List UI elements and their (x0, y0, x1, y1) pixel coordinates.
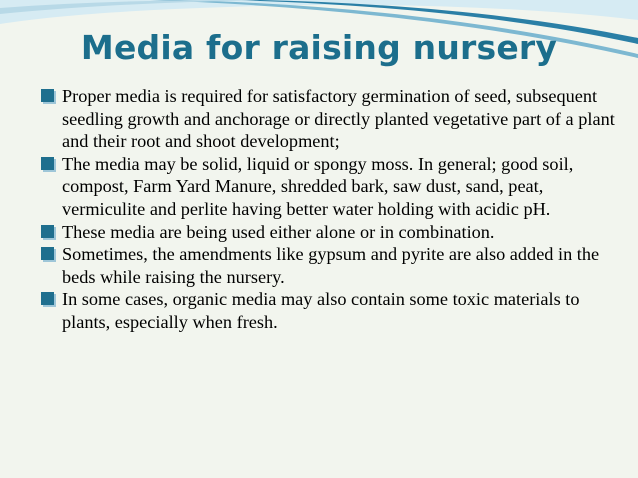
square-bullet-icon (41, 225, 54, 238)
bullet-item (30, 243, 620, 288)
bullet-list (30, 85, 620, 334)
bullet-item (30, 221, 620, 244)
bullet-text: The media may be solid, liquid or spongy moss. In general; good soil, compost, Farm Yard Manure, shredded bark, saw dust, sand, peat, vermiculite and perlite having better water holding with acidic pH. (62, 153, 574, 219)
slide-title: Media for raising nursery (80, 28, 558, 67)
bullet-item (30, 288, 620, 333)
bullet-text: In some cases, organic media may also contain some toxic materials to plants, especially when fresh. (62, 289, 580, 332)
bullet-text: These media are being used either alone or in combination. (62, 221, 495, 242)
square-bullet-icon (41, 292, 54, 305)
square-bullet-icon (41, 89, 54, 102)
bullet-item (30, 153, 620, 221)
bullet-item (30, 85, 620, 153)
square-bullet-icon (41, 157, 54, 170)
square-bullet-icon (41, 247, 54, 260)
bullet-text: Sometimes, the amendments like gypsum and pyrite are also added in the beds while raising the nursery. (62, 244, 600, 287)
bullet-text: Proper media is required for satisfactory germination of seed, subsequent seedling growth and anchorage or directly planted vegetative part of a plant and their root and shoot development; (62, 86, 615, 152)
